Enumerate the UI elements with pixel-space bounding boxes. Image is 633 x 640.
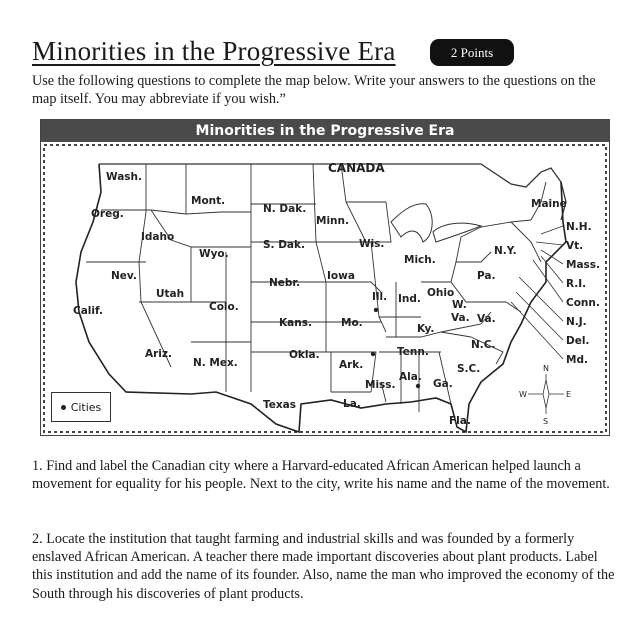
compass-e: E — [566, 390, 572, 399]
state-label-wash: Wash. — [106, 171, 143, 183]
map-dashed-border — [44, 145, 606, 432]
state-label-mont: Mont. — [191, 195, 226, 207]
state-label-sdak: S. Dak. — [263, 239, 305, 251]
question-1: 1. Find and label the Canadian city where a Harvard-educated African American helped launch a movement for equality for his people. Next to the city, write his name and the name of the movement. — [32, 458, 610, 493]
city-dot — [416, 384, 420, 388]
instructions-text: Use the following questions to complete the map below. Write your answers to the questions on the map itself. You may abbreviate if you wish.” — [32, 73, 596, 107]
callout-label-nj: N.J. — [566, 316, 587, 328]
state-label-maine: Maine — [531, 198, 567, 210]
state-label-mo: Mo. — [341, 317, 363, 329]
state-label-ark: Ark. — [339, 359, 364, 371]
state-label-nc: N.C. — [471, 339, 496, 351]
state-label-nev: Nev. — [111, 270, 137, 282]
us-map-figure — [40, 119, 610, 436]
state-label-la: La. — [343, 398, 361, 410]
state-label-colo: Colo. — [209, 301, 239, 313]
state-label-ohio: Ohio — [427, 287, 455, 299]
canada-label: CANADA — [328, 161, 385, 175]
compass-rose-icon — [519, 364, 571, 426]
state-label-minn: Minn. — [316, 215, 349, 227]
state-label-ky: Ky. — [417, 323, 435, 335]
state-label-wyo: Wyo. — [199, 248, 229, 260]
points-badge: 2 Points — [430, 39, 514, 66]
state-label-tenn: Tenn. — [397, 346, 429, 358]
state-label-ny: N.Y. — [494, 245, 517, 257]
state-label-oreg: Oreg. — [91, 208, 124, 220]
city-dot-icon — [61, 405, 66, 410]
callout-label-mass: Mass. — [566, 259, 601, 271]
state-label-okla: Okla. — [289, 349, 320, 361]
state-label-iowa: Iowa — [327, 270, 355, 282]
city-dot — [374, 308, 378, 312]
callout-label-vt: Vt. — [566, 240, 584, 252]
state-label-wva-line1: W. — [452, 299, 467, 311]
state-label-fla: Fla. — [449, 415, 471, 427]
state-label-sc: S.C. — [457, 363, 481, 375]
state-label-ala: Ala. — [399, 371, 422, 383]
state-label-nmex: N. Mex. — [193, 357, 238, 369]
state-label-ind: Ind. — [398, 293, 421, 305]
legend-label: Cities — [70, 400, 102, 414]
state-label-miss: Miss. — [365, 379, 396, 391]
compass-w: W — [519, 390, 527, 399]
callout-label-del: Del. — [566, 335, 590, 347]
state-label-idaho: Idaho — [141, 231, 175, 243]
state-label-pa: Pa. — [477, 270, 496, 282]
compass-n: N — [543, 364, 549, 373]
state-label-ariz: Ariz. — [145, 348, 173, 360]
map-legend — [51, 392, 111, 422]
state-label-ndak: N. Dak. — [263, 203, 307, 215]
city-dot — [371, 352, 375, 356]
state-label-wva-line2: Va. — [451, 312, 470, 324]
state-label-calif: Calif. — [73, 305, 103, 317]
state-label-kans: Kans. — [279, 317, 312, 329]
state-label-wis: Wis. — [359, 238, 385, 250]
great-lakes-shape — [391, 204, 432, 242]
us-states-map — [41, 142, 609, 435]
compass-s: S — [543, 417, 549, 426]
lake-erie-shape — [433, 223, 481, 242]
callout-label-conn: Conn. — [566, 297, 600, 309]
state-label-nebr: Nebr. — [269, 277, 301, 289]
state-label-ga: Ga. — [433, 378, 453, 390]
map-title: Minorities in the Progressive Era — [41, 120, 609, 142]
callout-label-ri: R.I. — [566, 278, 587, 290]
callout-label-nh: N.H. — [566, 221, 592, 233]
callout-lines — [511, 226, 563, 359]
state-label-ill: Ill. — [372, 291, 388, 303]
state-label-va: Va. — [477, 313, 496, 325]
page-title: Minorities in the Progressive Era — [32, 36, 396, 66]
state-label-utah: Utah — [156, 288, 185, 300]
question-2: 2. Locate the institution that taught farming and industrial skills and was founded by a formerly enslaved African American. A teacher there made important discoveries about plant products. Label this institution and add the name of its founder. Also, name the man who improved the economy of the South through his discoveries of plant products. — [32, 531, 615, 602]
callout-label-md: Md. — [566, 354, 588, 366]
state-label-texas: Texas — [263, 399, 296, 411]
state-label-mich: Mich. — [404, 254, 436, 266]
us-outline — [76, 164, 566, 432]
